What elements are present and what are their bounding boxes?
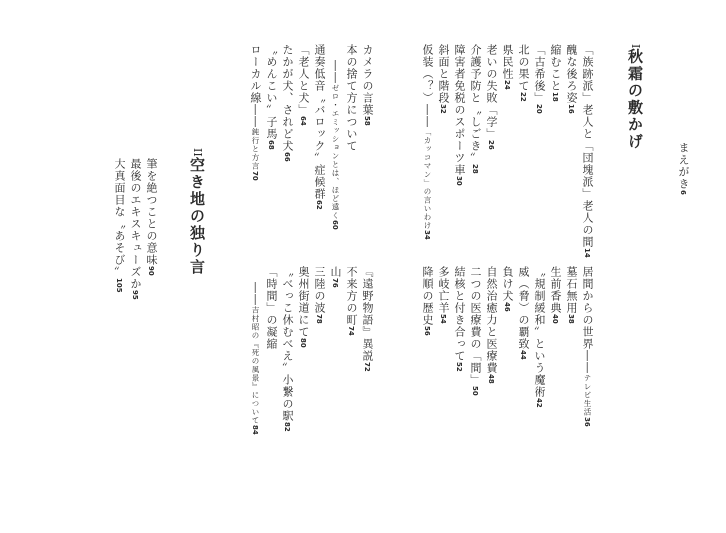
entry-page: 84 [251, 425, 259, 435]
toc-entry[interactable] [566, 266, 582, 324]
entry-title: 縮むこと [549, 44, 562, 92]
entry-title: 『遠野物語』異説 [361, 266, 374, 362]
toc-entry[interactable] [470, 266, 486, 396]
toc-entry[interactable] [422, 266, 438, 336]
entry-title: 最後のエキスキューズか [129, 158, 142, 290]
toc-entry[interactable] [454, 266, 470, 372]
entry-page: 42 [535, 398, 543, 408]
entry-title: 仮装（？）―― [421, 44, 434, 128]
entry-title: 北の果て [517, 44, 530, 92]
entry-title: 通奏低音〝バロック〟症候群 [313, 44, 326, 200]
part2-heading [176, 148, 204, 276]
entry-page: 34 [423, 230, 431, 240]
entry-page: 90 [147, 266, 155, 276]
entry-title: 結核と付き合って [453, 266, 466, 362]
entry-page: 56 [423, 326, 431, 336]
entry-title: 「老人と犬」 [297, 44, 310, 116]
entry-page: 48 [487, 374, 495, 384]
entry-title: 「古希後」 [533, 44, 546, 104]
toc-entry[interactable] [486, 266, 502, 384]
toc-entry[interactable] [362, 266, 378, 372]
entry-page: 38 [567, 314, 575, 324]
toc-entry[interactable] [502, 266, 518, 312]
toc-entry[interactable] [346, 266, 362, 336]
entry-subtitle: テレビ生活 [583, 374, 592, 417]
entry-page: 66 [283, 152, 291, 162]
toc-entry[interactable] [470, 44, 486, 174]
entry-page: 26 [487, 140, 495, 150]
entry-page: 64 [299, 116, 307, 126]
entry-page: 50 [471, 386, 479, 396]
entry-subtitle: ゼロ・エミッションとは、ほど遠く [331, 84, 340, 220]
toc-entry[interactable] [114, 158, 130, 293]
entry-page: 72 [363, 362, 371, 372]
toc-entry[interactable] [518, 266, 534, 360]
entry-title: 「時間」の凝縮 [265, 266, 278, 350]
toc-entry[interactable] [582, 266, 598, 426]
entry-page: 36 [583, 416, 591, 427]
entry-title: 〝べっこ休むべえ〟小繋の駅 [281, 266, 294, 422]
entry-title: 本の捨て方について [345, 44, 358, 152]
entry-page: 70 [251, 170, 259, 181]
entry-page: 46 [503, 302, 511, 312]
preface-page: 6 [679, 190, 687, 195]
entry-page: 60 [331, 220, 339, 230]
toc-entry[interactable] [566, 44, 582, 114]
entry-title: 〝めんこい〟子馬 [265, 44, 278, 140]
part1-heading [614, 44, 642, 150]
entry-page: 22 [519, 92, 527, 102]
toc-entry[interactable] [298, 266, 314, 348]
toc-entry[interactable] [266, 266, 277, 350]
toc-entry[interactable] [362, 44, 378, 126]
entry-page: 80 [299, 338, 307, 348]
entry-page: 68 [267, 140, 275, 150]
entry-title: 介護予防と〝しごき〟 [469, 44, 482, 164]
entry-page: 78 [315, 314, 323, 324]
entry-title: 威（脅）の覇致 [517, 266, 530, 350]
toc-entry[interactable] [346, 44, 357, 152]
toc-entry[interactable] [550, 266, 566, 324]
entry-title: 負け犬 [501, 266, 514, 302]
entry-title: ローカル線―― [249, 44, 262, 128]
toc-entry[interactable] [250, 282, 266, 435]
toc-entry[interactable] [130, 158, 146, 300]
entry-title: ―― [249, 282, 262, 306]
entry-page: 74 [347, 326, 355, 336]
toc-entry[interactable] [330, 60, 346, 230]
part2-title: 空き地の独り言 [188, 156, 206, 276]
entry-title: 県民性 [501, 44, 514, 80]
entry-page: 30 [455, 176, 463, 186]
toc-entry[interactable] [550, 44, 566, 102]
entry-subtitle: 鈍行と方言 [251, 128, 260, 171]
toc-entry[interactable] [534, 44, 550, 114]
toc-entry[interactable] [502, 44, 518, 90]
entry-page: 28 [471, 164, 479, 174]
entry-page: 54 [439, 314, 447, 324]
entry-subtitle: 「カッコマン」の言いわけ [423, 128, 432, 230]
entry-title: 居間からの世界―― [581, 266, 594, 374]
toc-entry[interactable] [314, 266, 330, 324]
entry-title: 障害者免税のスポーツ車 [453, 44, 466, 176]
entry-page: 44 [519, 350, 527, 360]
entry-page: 82 [283, 422, 291, 432]
toc-entry[interactable] [146, 158, 162, 276]
entry-title: 二つの医療費の「間」 [469, 266, 482, 386]
entry-page: 24 [503, 80, 511, 90]
entry-page: 32 [439, 104, 447, 114]
entry-page: 105 [115, 278, 123, 293]
entry-title: 奥州街道にて [297, 266, 310, 338]
toc-entry[interactable] [438, 266, 454, 324]
toc-entry[interactable] [518, 44, 534, 102]
entry-title: たかが犬、されど犬 [281, 44, 294, 152]
entry-title: 多岐亡羊 [437, 266, 450, 314]
toc-entry[interactable] [282, 266, 298, 432]
entry-page: 16 [567, 104, 575, 114]
toc-entry[interactable] [422, 44, 438, 240]
toc-entry[interactable] [582, 44, 598, 258]
entry-title: 墓石無用 [565, 266, 578, 314]
entry-title: 老いの失敗「学」 [485, 44, 498, 140]
part1-numeral: I [629, 44, 642, 49]
part1-title: 秋霜の敷かげ [626, 48, 644, 151]
entry-page: 76 [331, 278, 339, 288]
entry-title: 降順の歴史 [421, 266, 434, 326]
entry-title: 筆を絶つことの意味 [145, 158, 158, 266]
entry-page: 62 [315, 200, 323, 210]
toc-entry[interactable] [298, 44, 314, 126]
toc-entry[interactable] [534, 266, 550, 408]
preface-title: まえがき [677, 142, 690, 190]
toc-entry[interactable] [486, 44, 502, 150]
entry-page: 52 [455, 362, 463, 372]
entry-title: ―― [329, 60, 342, 84]
entry-subtitle: 吉村昭の『死の風景』について [251, 306, 260, 425]
entry-title: カメラの言葉 [361, 44, 374, 116]
entry-page: 40 [551, 314, 559, 324]
entry-title: 不来方の町 [345, 266, 358, 326]
entry-title: 三陸の波 [313, 266, 326, 314]
part2-numeral: II [191, 148, 204, 157]
toc-entry[interactable] [282, 44, 298, 162]
entry-page: 14 [583, 248, 591, 258]
toc-entry[interactable] [330, 266, 346, 288]
toc-entry[interactable] [454, 44, 470, 186]
entry-title: 〝規制緩和〟という魔術 [533, 266, 546, 398]
entry-title: 大真面目な〝あそび〟 [113, 158, 126, 278]
entry-title: 自然治癒力と医療費 [485, 266, 498, 374]
preface-entry[interactable] [678, 142, 694, 195]
entry-page: 95 [131, 290, 139, 300]
entry-title: 斜面と階段 [437, 44, 450, 104]
toc-entry[interactable] [314, 44, 330, 210]
entry-page: 18 [551, 92, 559, 102]
entry-title: 醜な後ろ姿 [565, 44, 578, 104]
toc-entry[interactable] [266, 44, 282, 150]
entry-page: 20 [535, 104, 543, 114]
toc-entry[interactable] [250, 44, 266, 180]
entry-title: 生前香典 [549, 266, 562, 314]
toc-entry[interactable] [438, 44, 454, 114]
entry-page: 58 [363, 116, 371, 126]
entry-title: 山 [329, 266, 342, 278]
entry-title: 「族跡派」老人と「団塊派」老人の間 [581, 44, 594, 248]
